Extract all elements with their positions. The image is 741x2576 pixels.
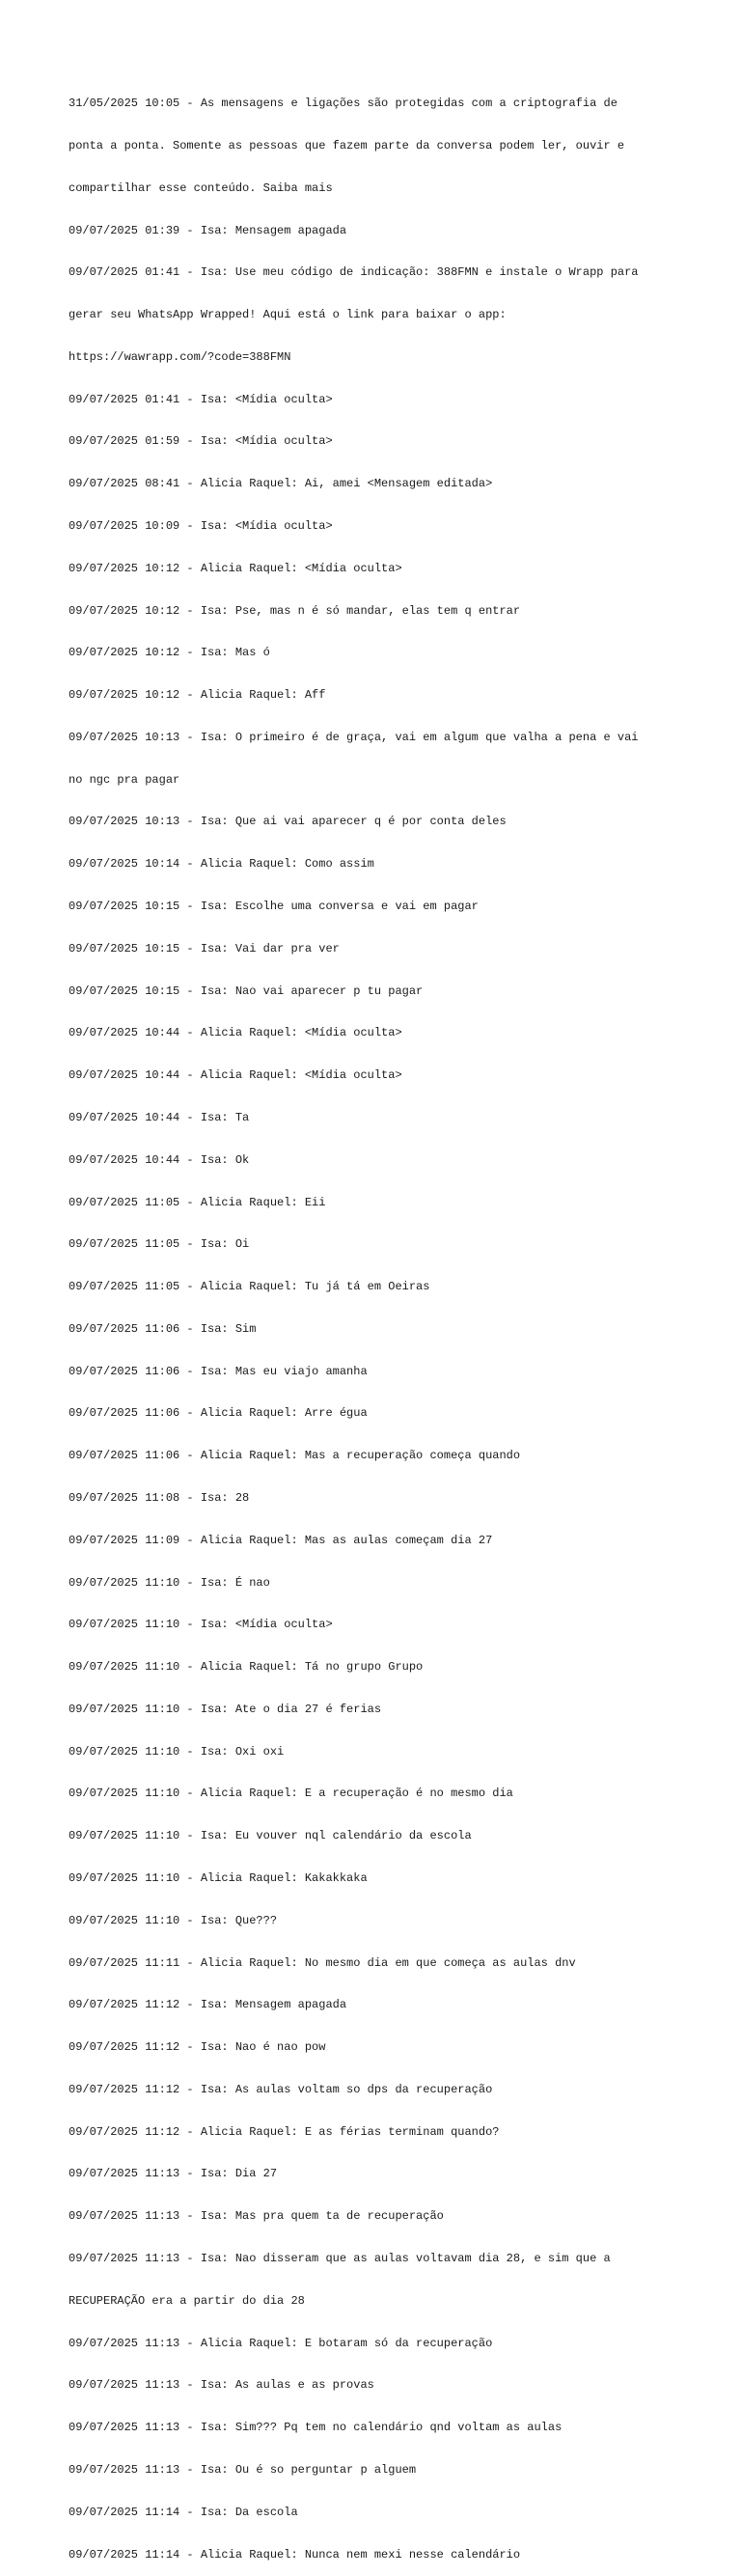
document-line: 09/07/2025 10:12 - Isa: Pse, mas n é só mandar, elas tem q entrar [69, 603, 521, 618]
document-line: gerar seu WhatsApp Wrapped! Aqui está o link para baixar o app: [69, 308, 507, 322]
document-line: 09/07/2025 11:10 - Isa: Ate o dia 27 é ferias [69, 1702, 382, 1716]
document-line: 09/07/2025 10:12 - Alicia Raquel: <Mídia oculta> [69, 561, 402, 575]
document-line: 09/07/2025 10:13 - Isa: O primeiro é de graça, vai em algum que valha a pena e vai [69, 730, 639, 744]
document-line: https://wawrapp.com/?code=388FMN [69, 349, 291, 364]
document-line: 09/07/2025 11:10 - Isa: É nao [69, 1575, 270, 1590]
document-line: ponta a ponta. Somente as pessoas que fazem parte da conversa podem ler, ouvir e [69, 138, 625, 152]
document-line: 09/07/2025 11:06 - Alicia Raquel: Arre égua [69, 1406, 368, 1421]
document-line: 09/07/2025 11:10 - Alicia Raquel: Kakakkaka [69, 1871, 368, 1885]
document-line: 09/07/2025 11:12 - Isa: Nao é nao pow [69, 2040, 326, 2055]
document-line: 09/07/2025 11:10 - Alicia Raquel: E a recuperação é no mesmo dia [69, 1787, 513, 1801]
document-line: 09/07/2025 11:08 - Isa: 28 [69, 1490, 250, 1505]
document-line: 09/07/2025 11:05 - Alicia Raquel: Eii [69, 1195, 326, 1209]
document-line: 31/05/2025 10:05 - As mensagens e ligações são protegidas com a criptografia de [69, 97, 618, 111]
document-line: no ngc pra pagar [69, 772, 180, 787]
document-line: 09/07/2025 11:06 - Isa: Mas eu viajo amanha [69, 1364, 368, 1378]
document-line: 09/07/2025 10:14 - Alicia Raquel: Como assim [69, 857, 374, 872]
document-line: 09/07/2025 08:41 - Alicia Raquel: Ai, amei <Mensagem editada> [69, 477, 493, 491]
document-line: 09/07/2025 10:13 - Isa: Que ai vai aparecer q é por conta deles [69, 815, 507, 829]
document-line: 09/07/2025 11:13 - Isa: As aulas e as provas [69, 2378, 374, 2393]
document-line: 09/07/2025 10:44 - Isa: Ta [69, 1110, 250, 1124]
document-line: 09/07/2025 11:11 - Alicia Raquel: No mesmo dia em que começa as aulas dnv [69, 1955, 576, 1970]
document-line: 09/07/2025 11:10 - Alicia Raquel: Tá no grupo Grupo [69, 1660, 424, 1675]
document-line: 09/07/2025 11:10 - Isa: Oxi oxi [69, 1744, 285, 1759]
document-line: 09/07/2025 10:12 - Isa: Mas ó [69, 646, 270, 660]
chat-export-document [69, 69, 686, 2576]
document-line: 09/07/2025 10:15 - Isa: Escolhe uma conversa e vai em pagar [69, 900, 479, 914]
document-line: 09/07/2025 11:12 - Isa: As aulas voltam so dps da recuperação [69, 2082, 493, 2096]
document-line: 09/07/2025 01:41 - Isa: <Mídia oculta> [69, 392, 333, 406]
document-line: 09/07/2025 11:12 - Alicia Raquel: E as férias terminam quando? [69, 2124, 500, 2139]
document-line: 09/07/2025 10:15 - Isa: Nao vai aparecer p tu pagar [69, 983, 424, 998]
document-line: 09/07/2025 11:10 - Isa: Eu vouver nql calendário da escola [69, 1829, 472, 1843]
document-line: 09/07/2025 11:13 - Isa: Mas pra quem ta de recuperação [69, 2209, 444, 2224]
document-line: 09/07/2025 11:13 - Isa: Nao disseram que as aulas voltavam dia 28, e sim que a [69, 2252, 611, 2266]
document-line: 09/07/2025 11:13 - Alicia Raquel: E botaram só da recuperação [69, 2336, 493, 2350]
document-line: 09/07/2025 11:12 - Isa: Mensagem apagada [69, 1998, 347, 2012]
document-line: 09/07/2025 10:09 - Isa: <Mídia oculta> [69, 519, 333, 533]
document-line: 09/07/2025 11:05 - Isa: Oi [69, 1237, 250, 1252]
document-line: 09/07/2025 10:44 - Alicia Raquel: <Mídia oculta> [69, 1026, 402, 1040]
document-line: 09/07/2025 01:59 - Isa: <Mídia oculta> [69, 434, 333, 449]
document-line: 09/07/2025 11:06 - Alicia Raquel: Mas a recuperação começa quando [69, 1449, 521, 1463]
document-line: 09/07/2025 11:10 - Isa: Que??? [69, 1913, 278, 1927]
document-line: 09/07/2025 11:13 - Isa: Sim??? Pq tem no calendário qnd voltam as aulas [69, 2421, 563, 2435]
document-line: 09/07/2025 10:44 - Isa: Ok [69, 1152, 250, 1167]
document-line: 09/07/2025 01:39 - Isa: Mensagem apagada [69, 223, 347, 237]
document-line: 09/07/2025 11:13 - Isa: Dia 27 [69, 2167, 278, 2181]
document-line: 09/07/2025 10:15 - Isa: Vai dar pra ver [69, 941, 340, 956]
document-line: RECUPERAÇÃO era a partir do dia 28 [69, 2293, 305, 2308]
document-line: 09/07/2025 11:13 - Isa: Ou é so perguntar p alguem [69, 2462, 417, 2477]
document-line: 09/07/2025 11:09 - Alicia Raquel: Mas as aulas começam dia 27 [69, 1533, 493, 1547]
document-line: 09/07/2025 10:12 - Alicia Raquel: Aff [69, 688, 326, 703]
document-line: 09/07/2025 11:10 - Isa: <Mídia oculta> [69, 1618, 333, 1632]
document-line: 09/07/2025 11:05 - Alicia Raquel: Tu já tá em Oeiras [69, 1280, 430, 1294]
document-line: 09/07/2025 11:06 - Isa: Sim [69, 1321, 257, 1336]
document-line: 09/07/2025 01:41 - Isa: Use meu código de indicação: 388FMN e instale o Wrapp para [69, 265, 639, 280]
document-line: compartilhar esse conteúdo. Saiba mais [69, 180, 333, 195]
document-line: 09/07/2025 11:14 - Alicia Raquel: Nunca nem mexi nesse calendário [69, 2547, 521, 2562]
document-line: 09/07/2025 11:14 - Isa: Da escola [69, 2505, 298, 2519]
document-line: 09/07/2025 10:44 - Alicia Raquel: <Mídia oculta> [69, 1068, 402, 1083]
